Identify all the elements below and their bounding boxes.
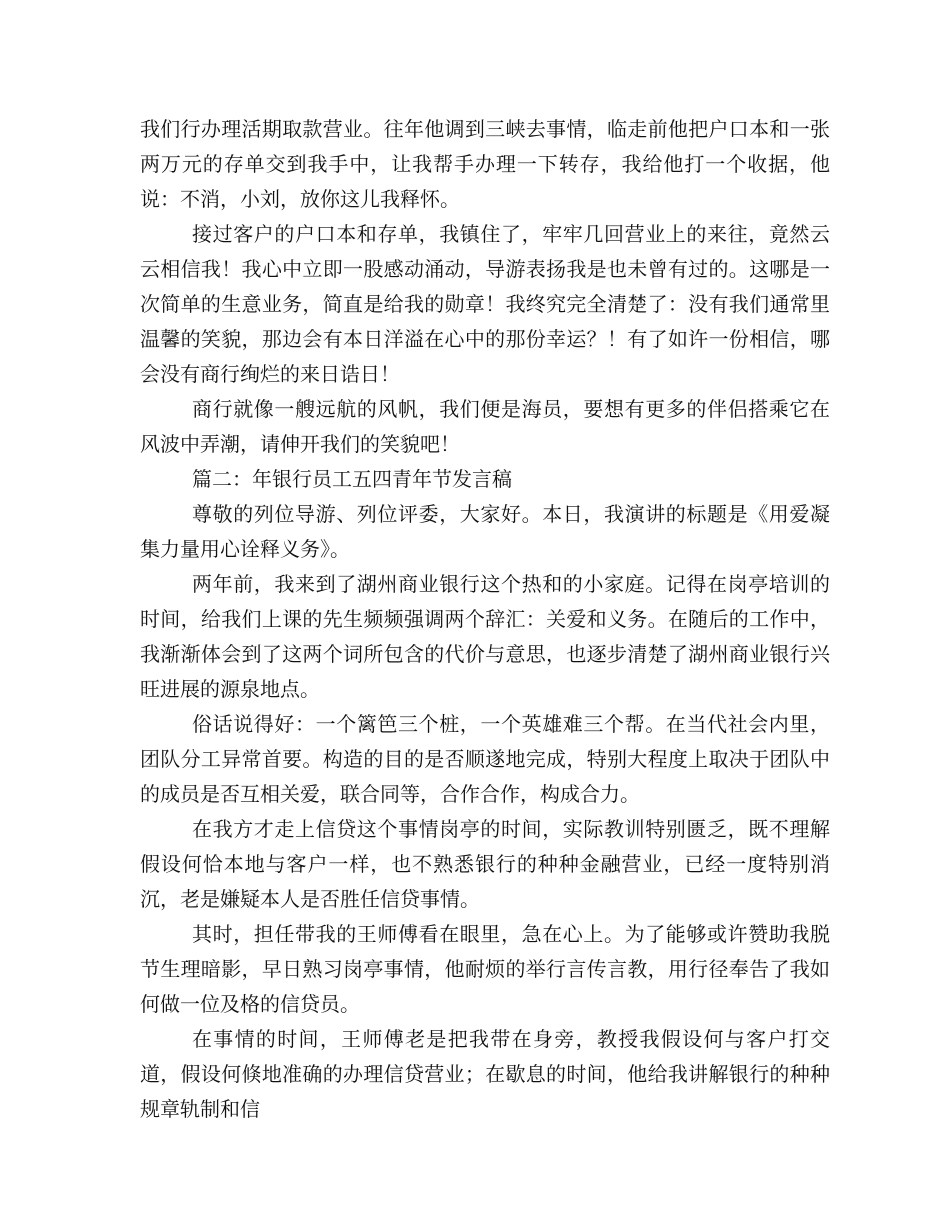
paragraph-7: 俗话说得好：一个篱笆三个桩，一个英雄难三个帮。在当代社会内里，团队分工异常首要。构造的目的是否顺遂地完成，特别大程度上取决于团队中的成员是否互相关爱，联合同等，合作合作，构成合力。 [140,712,830,806]
paragraph-1: 我们行办理活期取款营业。往年他调到三峡去事情，临走前他把户口本和一张两万元的存单交到我手中，让我帮手办理一下转存，我给他打一个收据，他说：不消，小刘，放你这儿我释怀。 [140,117,830,211]
paragraph-6: 两年前，我来到了湖州商业银行这个热和的小家庭。记得在岗亭培训的时间，给我们上课的先生频频强调两个辞汇：关爱和义务。在随后的工作中，我渐渐体会到了这两个词所包含的代价与意思，也逐步清楚了湖州商业银行兴旺进展的源泉地点。 [140,572,830,701]
paragraph-5: 尊敬的列位导游、列位评委，大家好。本日，我演讲的标题是《用爱凝集力量用心诠释义务》。 [140,502,830,561]
document-body [140,112,830,1127]
paragraph-10: 在事情的时间，王师傅老是把我带在身旁，教授我假设何与客户打交道，假设何倏地准确的办理信贷营业；在歇息的时间，他给我讲解银行的种种规章轨制和信 [140,1027,830,1121]
paragraph-8: 在我方才走上信贷这个事情岗亭的时间，实际教训特别匮乏，既不理解假设何恰本地与客户一样，也不熟悉银行的种种金融营业，已经一度特别消沉，老是嫌疑本人是否胜任信贷事情。 [140,817,830,911]
section-heading: 篇二：年银行员工五四青年节发言稿 [192,467,512,491]
paragraph-2: 接过客户的户口本和存单，我镇住了，牢牢几回营业上的来往，竟然云云相信我！我心中立即一股感动涌动，导游表扬我是也未曾有过的。这哪是一次简单的生意业务，简直是给我的勋章！我终究完全清楚了：没有我们通常里温馨的笑貌，那边会有本日洋溢在心中的那份幸运？！有了如许一份相信，哪会没有商行绚烂的来日诰日！ [140,222,830,386]
paragraph-3: 商行就像一艘远航的风帆，我们便是海员，要想有更多的伴侣搭乘它在风波中弄潮，请伸开我们的笑貌吧！ [140,397,830,456]
paragraph-9: 其时，担任带我的王师傅看在眼里，急在心上。为了能够或许赞助我脱节生理暗影，早日熟习岗亭事情，他耐烦的举行言传言教，用行径奉告了我如何做一位及格的信贷员。 [140,922,830,1016]
